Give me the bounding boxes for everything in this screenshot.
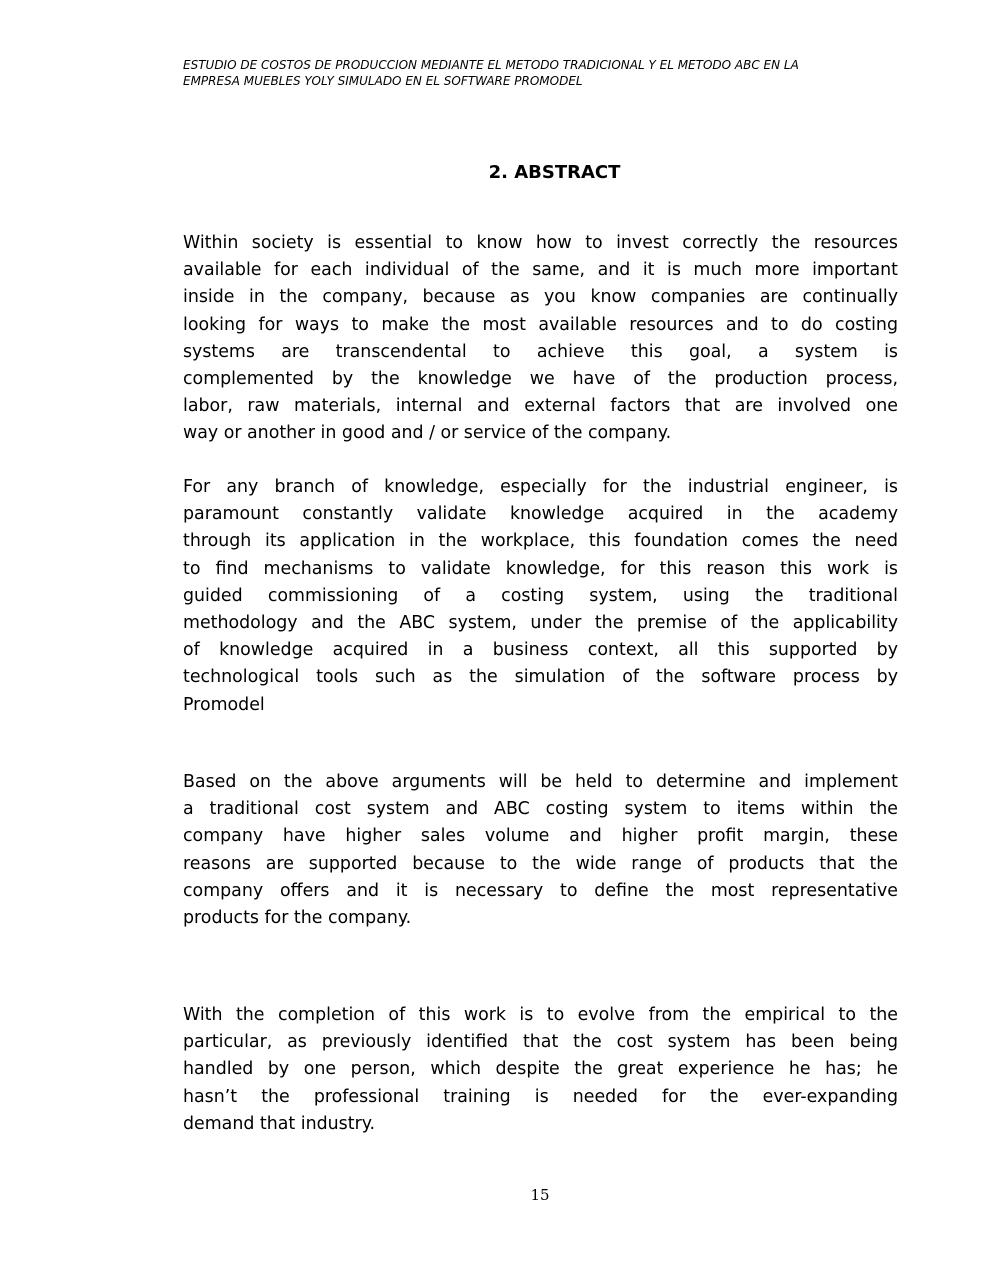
- paragraph-line: reasons are supported because to the wide range of products that the: [183, 853, 898, 874]
- running-header-line-1: ESTUDIO DE COSTOS DE PRODUCCION MEDIANTE EL METODO TRADICIONAL Y EL METODO ABC EN LA: [183, 58, 799, 72]
- paragraph-line: systems are transcendental to achieve this goal, a system is: [183, 341, 898, 362]
- paragraph-line: company offers and it is necessary to define the most representative: [183, 880, 898, 901]
- abstract-paragraph-3: [183, 769, 898, 932]
- paragraph-line: hasn’t the professional training is needed for the ever-expanding: [183, 1086, 898, 1107]
- paragraph-line: complemented by the knowledge we have of the production process,: [183, 368, 898, 389]
- paragraph-line: a traditional cost system and ABC costing system to items within the: [183, 799, 898, 820]
- paragraph-line: With the completion of this work is to evolve from the empirical to the: [183, 1005, 898, 1025]
- paragraph-line: Based on the above arguments will be held to determine and implement: [183, 772, 898, 792]
- paragraph-line: demand that industry.: [183, 1113, 376, 1134]
- paragraph-line: through its application in the workplace, this foundation comes the need: [183, 531, 898, 552]
- paragraph-line: to find mechanisms to validate knowledge, for this reason this work is: [183, 558, 898, 579]
- paragraph-line: For any branch of knowledge, especially for the industrial engineer, is: [183, 477, 898, 497]
- paragraph-line: guided commissioning of a costing system, using the traditional: [183, 585, 898, 606]
- paragraph-line: products for the company.: [183, 907, 412, 928]
- running-header: [183, 57, 898, 89]
- running-header-line-2: EMPRESA MUEBLES YOLY SIMULADO EN EL SOFTWARE PROMODEL: [183, 74, 583, 88]
- paragraph-line: way or another in good and / or service of the company.: [183, 423, 672, 444]
- section-title: 2. ABSTRACT: [488, 162, 621, 183]
- paragraph-line: Within society is essential to know how to invest correctly the resources: [183, 233, 898, 253]
- abstract-paragraph-1: [183, 230, 898, 448]
- paragraph-line: labor, raw materials, internal and external factors that are involved one: [183, 396, 898, 417]
- paragraph-line: inside in the company, because as you know companies are continually: [183, 287, 898, 308]
- page-number: 15: [530, 1186, 550, 1204]
- abstract-paragraph-2: [183, 474, 898, 719]
- paragraph-line: paramount constantly validate knowledge acquired in the academy: [183, 504, 898, 525]
- paragraph-line: methodology and the ABC system, under the premise of the applicability: [183, 612, 898, 633]
- paragraph-line: available for each individual of the same, and it is much more important: [183, 260, 898, 281]
- paragraph-line: particular, as previously identified that the cost system has been being: [183, 1032, 898, 1053]
- abstract-paragraph-4: [183, 1002, 898, 1138]
- paragraph-line: Promodel: [183, 694, 265, 715]
- paragraph-line: handled by one person, which despite the great experience he has; he: [183, 1059, 898, 1080]
- paragraph-line: looking for ways to make the most available resources and to do costing: [183, 314, 898, 335]
- paragraph-line: technological tools such as the simulation of the software process by: [183, 667, 898, 688]
- paragraph-line: of knowledge acquired in a business context, all this supported by: [183, 640, 898, 661]
- paragraph-line: company have higher sales volume and higher profit margin, these: [183, 826, 898, 847]
